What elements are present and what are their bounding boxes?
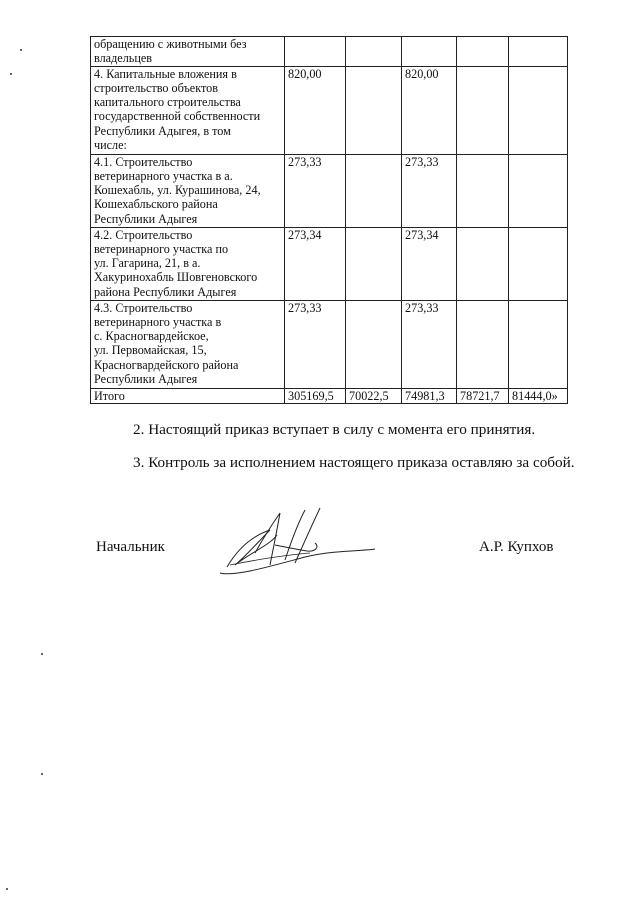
- cell-year-2: 273,33: [402, 300, 457, 388]
- cell-year-1: [346, 154, 402, 227]
- cell-year-4: [509, 154, 568, 227]
- total-label: Итого: [91, 388, 285, 403]
- speck: [20, 49, 22, 51]
- table-row: [91, 227, 568, 300]
- signatory-name: А.Р. Купхов: [479, 539, 554, 555]
- cell-total: 273,33: [285, 154, 346, 227]
- total-row: [91, 388, 568, 403]
- cell-year-3: [457, 227, 509, 300]
- cell-year-1: [346, 227, 402, 300]
- table-row: [91, 154, 568, 227]
- paragraph-effective-date: 2. Настоящий приказ вступает в силу с момента его принятия.: [133, 421, 536, 438]
- total-cell: 305169,5: [285, 388, 346, 403]
- speck: [41, 653, 43, 655]
- cell-year-3: [457, 66, 509, 154]
- budget-table: [90, 36, 568, 404]
- cell-total: [285, 37, 346, 67]
- row-description: 4.3. Строительство ветеринарного участка в с. Красногвардейское, ул. Первомайская, 15, Красногвардейского района Республики Адыгея: [91, 300, 285, 388]
- row-description: 4.2. Строительство ветеринарного участка по ул. Гагарина, 21, в а. Хакуринохабль Шовгеновского района Республики Адыгея: [91, 227, 285, 300]
- total-cell: 74981,3: [402, 388, 457, 403]
- cell-total: 820,00: [285, 66, 346, 154]
- cell-year-4: [509, 300, 568, 388]
- total-cell: 78721,7: [457, 388, 509, 403]
- table-row: [91, 300, 568, 388]
- handwritten-signature: [215, 505, 385, 580]
- total-cell: 81444,0»: [509, 388, 568, 403]
- cell-year-4: [509, 37, 568, 67]
- cell-year-2: [402, 37, 457, 67]
- row-description: 4. Капитальные вложения в строительство объектов капитального строительства государственной собственности Республики Адыгея, в том числе:: [91, 66, 285, 154]
- row-description: 4.1. Строительство ветеринарного участка в а. Кошехабль, ул. Курашинова, 24, Кошехабльского района Республики Адыгея: [91, 154, 285, 227]
- cell-year-2: 273,33: [402, 154, 457, 227]
- cell-total: 273,34: [285, 227, 346, 300]
- cell-year-3: [457, 154, 509, 227]
- speck: [6, 888, 8, 890]
- table-row: [91, 37, 568, 67]
- cell-year-4: [509, 66, 568, 154]
- cell-year-1: [346, 66, 402, 154]
- paragraph-control: 3. Контроль за исполнением настоящего приказа оставляю за собой.: [133, 454, 575, 471]
- table-row: [91, 66, 568, 154]
- cell-year-3: [457, 37, 509, 67]
- cell-total: 273,33: [285, 300, 346, 388]
- signatory-title: Начальник: [96, 539, 165, 555]
- row-description: обращению с животными без владельцев: [91, 37, 285, 67]
- total-cell: 70022,5: [346, 388, 402, 403]
- cell-year-1: [346, 300, 402, 388]
- cell-year-2: 273,34: [402, 227, 457, 300]
- speck: [10, 73, 12, 75]
- cell-year-3: [457, 300, 509, 388]
- cell-year-2: 820,00: [402, 66, 457, 154]
- cell-year-4: [509, 227, 568, 300]
- cell-year-1: [346, 37, 402, 67]
- speck: [41, 773, 43, 775]
